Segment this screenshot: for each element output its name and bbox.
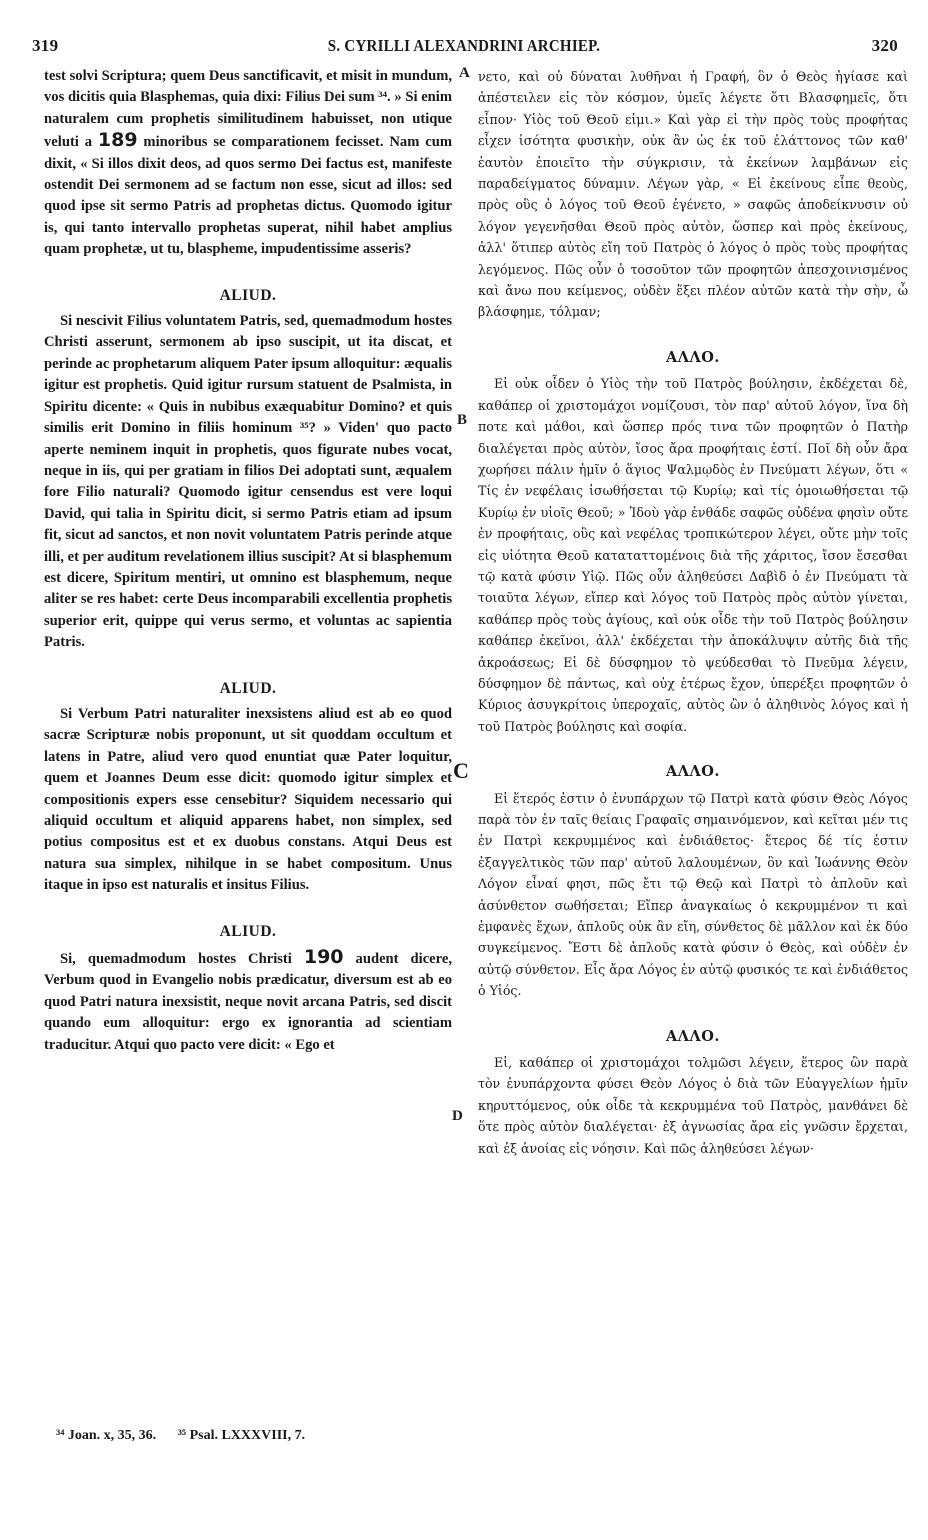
greek-section-heading: ΑΛΛΟ. <box>666 1027 720 1045</box>
edition-page-number: 190 <box>303 946 344 969</box>
latin-section-paragraph: Si Verbum Patri naturaliter inexsistens aliud est ab eo quod sacræ Scripturæ nobis proponunt, ut sit quoddam occultum et latens in Patre, aliud vero quod enuntiat quæ Pater loquitur, quem et Joannes Deum esse dicit: quomodo igitur simplex et compositionis expers esse censebitur? Siquidem necessario qui aliquid occultum et aliquid apparens habet, non simplex, sed potius compositus est et ex duobus constans. Atqui Deus est natura sua simplex, nihilque in se habet compositum. Unus itaque in ipso est naturalis et insitus Filius. <box>44 705 452 894</box>
footnote-35: ³⁵ Psal. LXXXVIII, 7. <box>177 1428 306 1443</box>
latin-section-heading: ALIUD. <box>219 286 277 304</box>
margin-marker-d: D <box>452 1108 463 1124</box>
latin-section-paragraph: Si nescivit Filius voluntatem Patris, sed, quemadmodum hostes Christi asserunt, sermonem ab ipso suscipit, ut ita discat, et perinde ac prophetarum aliquem Pater ipsum alloquitur: æqualis igitur est prophetis. Quid igitur rursum statuent de Psalmista, in Spiritu dicente: « Quis in nubibus exæquabitur Domino? et quis similis erit Domino in filiis hominum ³⁵? » Viden' quo pacto aperte neminem inquit in prophetis, quos figurate nubes vocat, neque in iis, qui per gratiam in filios Dei adoptati sunt, æqualem fore Filio naturali? Quomodo igitur censendus est vere loqui David, qui talia in Spiritu dicit, si sermo Patris etiam ad ipsum fit, sicut ad sanctos, et non novit voluntatem Patris perinde atque illi, et per auditum revelationem illius suscipit? At si blasphemum est dicere, Spiritum mentiri, ut omnino est blasphemum, neque aliter se res habet: certe Deus incomparabili excellentia prophetis superior erit, quippe qui verus sermo, et voluntas ac sapientia Patris. <box>44 313 452 651</box>
latin-column <box>44 66 452 1056</box>
latin-section-heading: ALIUD. <box>219 679 277 697</box>
greek-intro-paragraph: νετο, καὶ οὐ δύναται λυθῆναι ἡ Γραφή, ὃν ὁ Θεὸς ἡγίασε καὶ ἀπέστειλεν εἰς τὸν κόσμον, ὑμεῖς λέγετε ὅτι Βλασφημεῖς, ὅτι εἶπον· Υἱὸς τοῦ Θεοῦ εἰμι.» Καὶ γὰρ εἰ τὴν πρὸς τοὺς προφήτας εἶχεν ἰσότητα φυσικὴν, οὐκ ἂν ὡς ἐκ τοῦ ἐλάττονος τῶν καθ' ἑαυτὸν ἐποιεῖτο τὴν σύγκρισιν, τὰ ἐκείνων λαμβάνων εἰς παραδείγματος δύναμιν. Λέγων γὰρ, « Εἰ ἐκείνους εἶπε θεοὺς, πρὸς οὓς ὁ λόγος τοῦ Θεοῦ ἐγένετο, » σαφῶς ἀποδείκνυσιν οὐ λόγον γεγενῆσθαι Θεοῦ πρὸς αὐτὸν, ὥσπερ καὶ πρὸς ἐκείνους, ἀλλ' ὅτιπερ αὐτὸς εἴη τοῦ Πατρὸς ὁ λόγος ὁ πρὸς τοὺς προφήτας λεγόμενος. Πῶς οὖν ὁ τοσοῦτον τῶν προφητῶν ἀπεσχοινισμένος καὶ ἄνω που κείμενος, οὐδὲν ἕξει πλέον αὐτῶν κατὰ τὴν σὴν, ὦ βλάσφημε, τόλμαν; <box>478 69 908 320</box>
margin-marker-c: C <box>453 758 469 783</box>
page-number-right: 320 <box>871 36 898 55</box>
margin-marker-b: B <box>457 412 468 428</box>
footnote-34: ³⁴ Joan. x, 35, 36. <box>56 1428 157 1443</box>
page-number-left: 319 <box>32 36 59 55</box>
edition-page-number: 189 <box>97 129 138 152</box>
greek-section-paragraph: Εἰ, καθάπερ οἱ χριστομάχοι τολμῶσι λέγειν, ἕτερος ὢν παρὰ τὸν ἐνυπάρχοντα φύσει Θεὸν Λόγος ὁ διὰ τῶν Εὐαγγελίων ἡμῖν κηρυττόμενος, οὐκ οἶδε τὰ κεκρυμμένα τοῦ Πατρὸς, μανθάνει δὲ ὅτε πρὸς αὐτὸν διαλέγεται· ἐξ ἀγνωσίας ἄρα εἰς γνῶσιν ἔρχεται, καὶ ἐξ ἀνοίας εἰς νόησιν. Καὶ πῶς ἀληθεύσει λέγων· <box>478 1055 908 1156</box>
margin-marker-a: A <box>459 65 470 81</box>
latin-s3-text-a: Si, quemadmodum hostes Christi <box>60 951 292 968</box>
running-header <box>30 36 898 58</box>
greek-section-paragraph: Εἰ οὐκ οἶδεν ὁ Υἱὸς τὴν τοῦ Πατρὸς βούλησιν, ἐκδέχεται δὲ, καθάπερ οἱ χριστομάχοι νομίζουσι, τὸν παρ' αὐτοῦ λόγον, ἵνα δὴ ποτε καὶ μάθοι, καὶ ὥσπερ πρός τινα τῶν προφητῶν ὁ Πατὴρ διαλέγεται πρὸς αὐτὸν, ἴσος ἄρα προφήταις ἐστί. Ποῖ δὴ οὖν ἄρα χωρήσει πάλιν ἡμῖν ὁ ἅγιος Ψαλμῳδὸς ἐν Πνεύματι λέγων, ὅτι « Τίς ἐν νεφέλαις ἰσωθήσεται τῷ Κυρίῳ; καὶ τίς ὁμοιωθήσεται τῷ Κυρίῳ ἐν υἱοῖς Θεοῦ; » Ἰδοὺ γὰρ ἐνθάδε σαφῶς οὐδένα φησὶν οὔτε ἐν προφήταις, οὓς καὶ νεφέλας τροπικώτερον λέγει, οὔτε μὴν τοῖς εἰς υἱότητα Θεοῦ καταταττομένοις διὰ τῆς χάριτος, ἴσον ἔσεσθαι τῷ κατὰ φύσιν Υἱῷ. Πῶς οὖν ἀληθεύσει Δαβὶδ ὁ ἐν Πνεύματι τὰ τοιαῦτα λέγων, εἴπερ καὶ λόγος τοῦ Πατρὸς πρὸς αὐτὸν γίνεται, καθάπερ πρὸς τοὺς ἁγίους, καὶ οὐκ οἶδε τὴν τοῦ Πατρὸς βούλησιν καθάπερ ἐκεῖνοι, ἀλλ' ἐκδέχεται τὴν ἀποκάλυψιν αὐτῆς διὰ τῆς ἀκροάσεως; Εἰ δὲ δύσφημον τὸ ψεύδεσθαι τὸ Πνεῦμα λέγειν, δύσφημον δὲ πάντως, καὶ οὐχ ἑτέρως ἔχον, ὑπερέξει προφητῶν ὁ Κύριος ἀσυγκρίτοις ὑπεροχαῖς, αὐτὸς ὢν ὁ ἀληθινὸς λόγος καὶ ἡ τοῦ Πατρὸς βούλησις καὶ σοφία. <box>478 376 908 734</box>
greek-section-paragraph: Εἰ ἕτερός ἐστιν ὁ ἐνυπάρχων τῷ Πατρὶ κατὰ φύσιν Θεὸς Λόγος παρὰ τὸν ἐν ταῖς θείαις Γραφαῖς σημαινόμενον, καὶ κεῖται μέν τις ἐν Πατρὶ κεκρυμμένος καὶ ἐνδιάθετος· ἕτερος δέ τίς ἐστιν ἐξαγγελτικὸς τῶν παρ' αὐτοῦ λαλουμένων, ὃν καὶ Ἰωάννης Θεὸν Λόγον εἶναί φησι, πῶς ἔτι τῷ Θεῷ καὶ Πατρὶ τὸ ἁπλοῦν καὶ ἀσύνθετον σωθήσεται; Εἴπερ ἀναγκαίως ὁ κεκρυμμένον τι καὶ ἐμφανὲς ἔχων, ἁπλοῦς οὐκ ἂν εἴη, σύνθετος δὲ μᾶλλον καὶ ἐκ δύο συγκείμενος. Ἔστι δὲ ἁπλοῦς κατὰ φύσιν ὁ Θεὸς, καὶ οὐδὲν ἐν αὐτῷ σύνθετον. Εἷς ἄρα Λόγος ἐν αὐτῷ φυσικός τε καὶ ἐνδιάθετος ὁ Υἱός. <box>478 790 908 999</box>
greek-section-heading: ΑΛΛΟ. <box>666 348 720 366</box>
latin-intro-rest: minoribus se comparationem fecisset. Nam cum dixit, « Si illos dixit deos, ad quos sermo Dei factus est, manifeste ostendit Dei sermonem ad se factum non esse, sicut ad illos: sed quod ipse sit sermo Patris ad prophetas dictus. Quomodo igitur is, qui tanto intervallo prophetas superat, nihil habet amplius quam prophetæ, ut tu, blaspheme, impudentissime asseris? <box>44 134 452 258</box>
running-title: S. CYRILLI ALEXANDRINI ARCHIEP. <box>327 36 601 55</box>
greek-column <box>478 66 908 1159</box>
footnotes <box>56 1428 896 1444</box>
latin-section-paragraph <box>44 947 452 1056</box>
latin-intro-text: test solvi Scriptura; quem Deus sanctificavit, et misit in mundum, vos dicitis quia Blasphemas, quia dixi: Filius Dei sum ³⁴. » Si enim naturalem cum prophetis similitudinem habuisset, non utique veluti a <box>44 68 452 151</box>
latin-intro-paragraph <box>44 66 452 261</box>
latin-s3-text-b: audent dicere, Verbum quod in Evangelio nobis prædicatur, diversum est ab eo quod Patri natura inexsistit, neque novit arcana Patris, sed discit quando eum alloquitur: ergo ex ignorantia ad scientiam traducitur. Atqui quo pacto vere dicit: « Ego et <box>44 951 452 1053</box>
latin-section-heading: ALIUD. <box>219 922 277 940</box>
greek-section-heading: ΑΛΛΟ. <box>666 763 720 781</box>
